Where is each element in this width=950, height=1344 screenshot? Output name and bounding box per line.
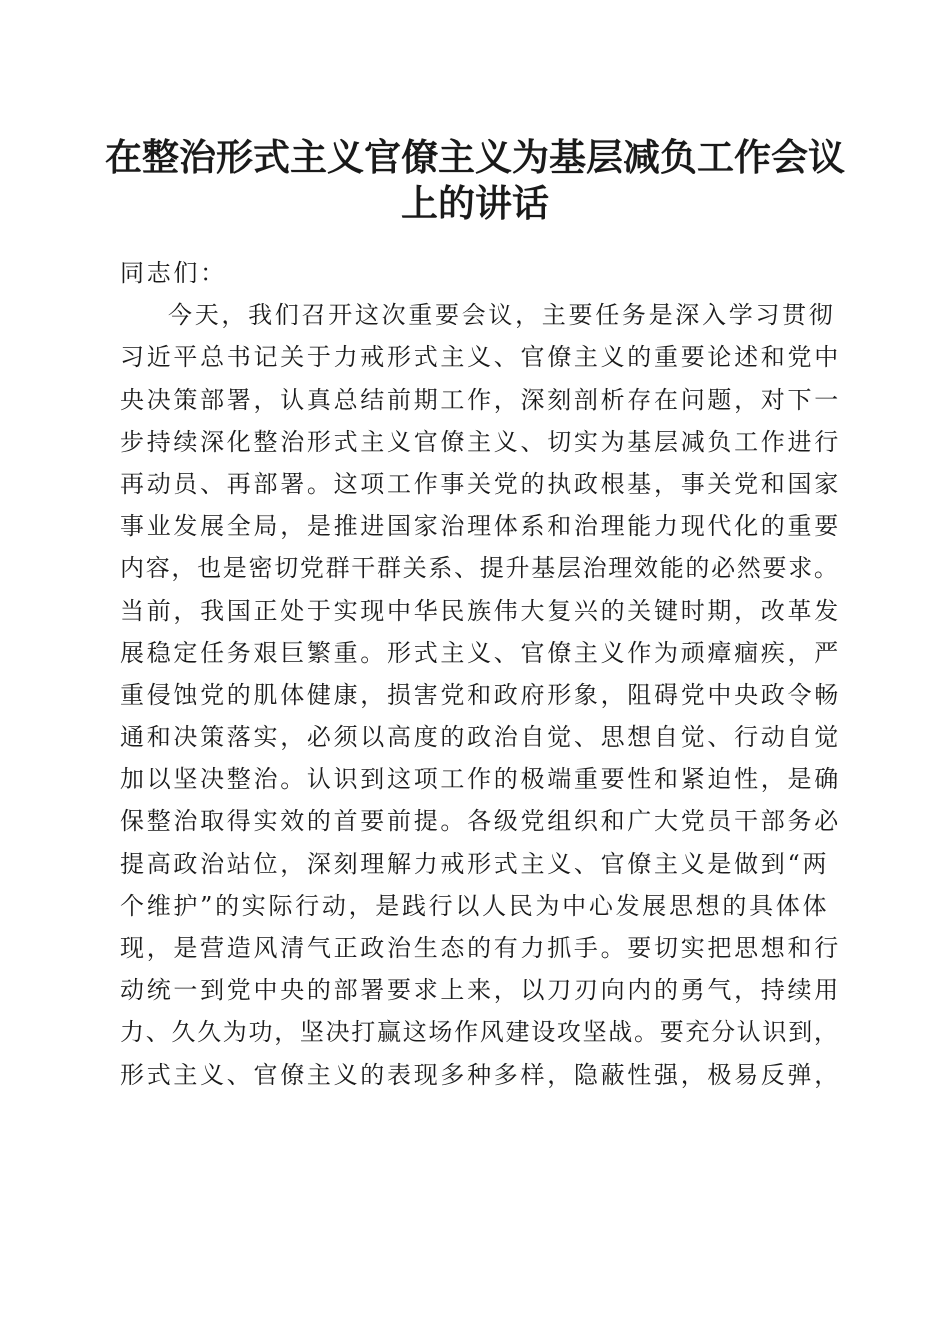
paragraph-line: 今天，我们召开这次重要会议，主要任务是深入学习贯彻: [168, 301, 836, 330]
document-title: [100, 134, 850, 226]
title-line-1: 在整治形式主义官僚主义为基层减负工作会议: [105, 135, 845, 179]
paragraph-line: 重侵蚀党的肌体健康，损害党和政府形象，阻碍党中央政令畅: [120, 680, 841, 709]
paragraph-1: [120, 294, 840, 1096]
salutation: 同志们：: [120, 259, 227, 287]
paragraph-line: 个维护”的实际行动，是践行以人民为中心发展思想的具体体: [120, 891, 830, 920]
paragraph-line: 事业发展全局，是推进国家治理体系和治理能力现代化的重要: [120, 512, 841, 541]
paragraph-line: 当前，我国正处于实现中华民族伟大复兴的关键时期，改革发: [120, 596, 841, 625]
paragraph-line: 再动员、再部署。这项工作事关党的执政根基，事关党和国家: [120, 469, 841, 498]
paragraph-line: 内容，也是密切党群干群关系、提升基层治理效能的必然要求。: [120, 554, 840, 583]
paragraph-line: 形式主义、官僚主义的表现多种多样，隐蔽性强，极易反弹，: [120, 1060, 841, 1089]
paragraph-line: 力、久久为功，坚决打赢这场作风建设攻坚战。要充分认识到，: [120, 1018, 840, 1047]
title-line-2: 上的讲话: [401, 181, 549, 225]
paragraph-line: 加以坚决整治。认识到这项工作的极端重要性和紧迫性，是确: [120, 765, 841, 794]
paragraph-line: 提高政治站位，深刻理解力戒形式主义、官僚主义是做到“两: [120, 849, 830, 878]
paragraph-line: 现，是营造风清气正政治生态的有力抓手。要切实把思想和行: [120, 934, 841, 962]
paragraph-line: 展稳定任务艰巨繁重。形式主义、官僚主义作为顽瘴痼疾，严: [120, 638, 841, 667]
paragraph-line: 步持续深化整治形式主义官僚主义、切实为基层减负工作进行: [120, 427, 841, 456]
paragraph-line: 动统一到党中央的部署要求上来，以刀刃向内的勇气，持续用: [120, 976, 841, 1005]
paragraph-line: 通和决策落实，必须以高度的政治自觉、思想自觉、行动自觉: [120, 723, 841, 752]
paragraph-line: 习近平总书记关于力戒形式主义、官僚主义的重要论述和党中: [120, 343, 841, 372]
paragraph-line: 保整治取得实效的首要前提。各级党组织和广大党员干部务必: [120, 807, 841, 836]
paragraph-line: 央决策部署，认真总结前期工作，深刻剖析存在问题，对下一: [120, 385, 841, 414]
document-body: [120, 252, 840, 1096]
